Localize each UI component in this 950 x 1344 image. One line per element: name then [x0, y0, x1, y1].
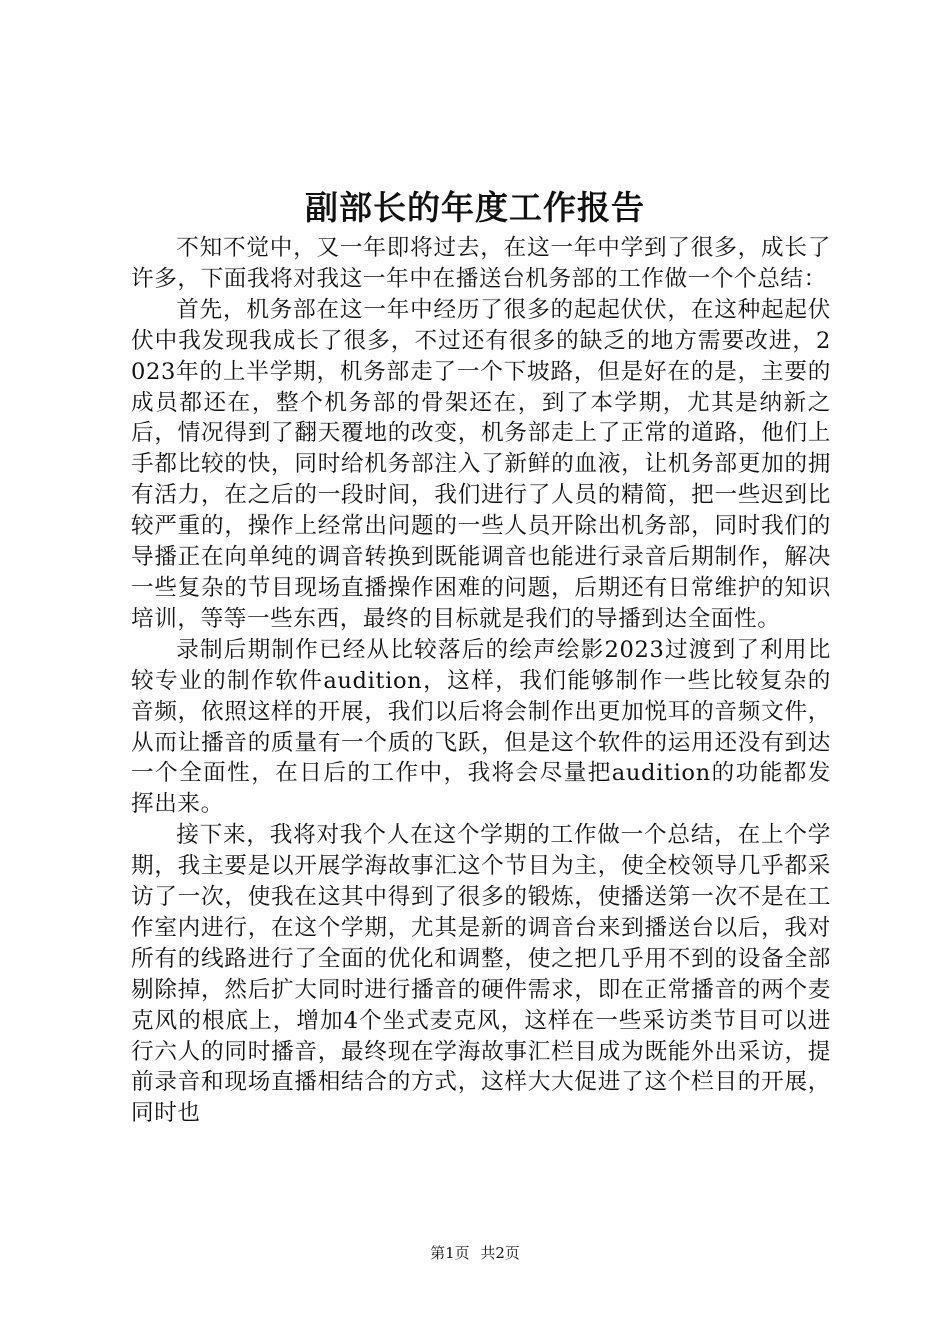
page-number: 第1页 [430, 1244, 470, 1262]
document-title: 副部长的年度工作报告 [305, 188, 645, 227]
paragraph-recording: 录制后期制作已经从比较落后的绘声绘影2023过渡到了利用比较专业的制作软件audition，这样，我们能够制作一些比较复杂的音频，依照这样的开展，我们以后将会制作出更加悦耳的音频文件，从而让播音的质量有一个质的飞跃，但是这个软件的运用还没有到达一个全面性，在日后的工作中，我将会尽量把audition的功能都发挥出来。 [131, 636, 831, 818]
paragraph-intro: 不知不觉中，又一年即将过去，在这一年中学到了很多，成长了许多，下面我将对我这一年中在播送台机务部的工作做一个个总结： [131, 235, 831, 292]
page-total: 共2页 [480, 1244, 520, 1262]
document-body [131, 233, 831, 1129]
paragraph-personal-summary: 接下来，我将对我个人在这个学期的工作做一个总结，在上个学期，我主要是以开展学海故事汇这个节目为主，使全校领导几乎都采访了一次，使我在这其中得到了很多的锻炼，使播送第一次不是在工作室内进行，在这个学期，尤其是新的调音台来到播送台以后，我对所有的线路进行了全面的优化和调整，使之把几乎用不到的设备全部剔除掉，然后扩大同时进行播音的硬件需求，即在正常播音的两个麦克风的根底上，增加4个坐式麦克风，这样在一些采访类节目可以进行六人的同时播音，最终现在学海故事汇栏目成为既能外出采访，提前录音和现场直播相结合的方式，这样大大促进了这个栏目的开展，同时也 [131, 822, 831, 1127]
paragraph-first: 首先，机务部在这一年中经历了很多的起起伏伏，在这种起起伏伏中我发现我成长了很多，不过还有很多的缺乏的地方需要改进，2023年的上半学期，机务部走了一个下坡路，但是好在的是，主要的成员都还在，整个机务部的骨架还在，到了本学期，尤其是纳新之后，情况得到了翻天覆地的改变，机务部走上了正常的道路，他们上手都比较的快，同时给机务部注入了新鲜的血液，让机务部更加的拥有活力，在之后的一段时间，我们进行了人员的精简，把一些迟到比较严重的，操作上经常出问题的一些人员开除出机务部，同时我们的导播正在向单纯的调音转换到既能调音也能进行录音后期制作，解决一些复杂的节目现场直播操作困难的问题，后期还有日常维护的知识培训，等等一些东西，最终的目标就是我们的导播到达全面性。 [131, 296, 831, 632]
page-footer [0, 1242, 950, 1264]
